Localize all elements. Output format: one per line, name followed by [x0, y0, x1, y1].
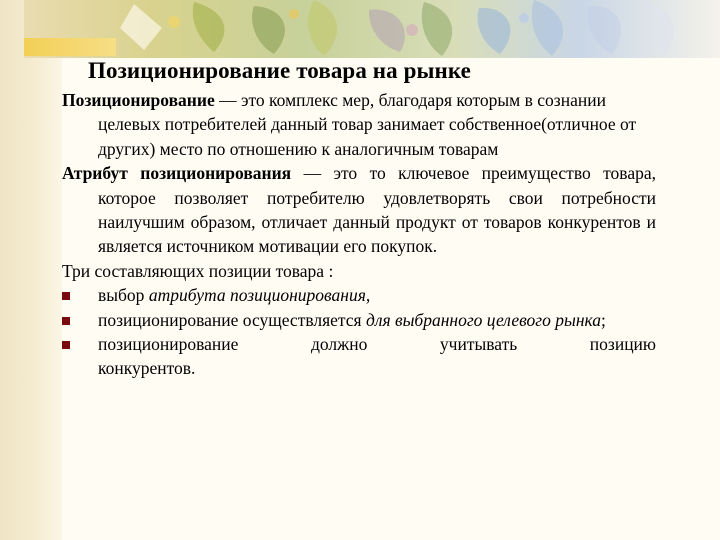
- accent-bar: [24, 38, 116, 56]
- item-suffix: конкурентов.: [98, 358, 196, 379]
- list-item: [62, 283, 656, 307]
- slide-body: [62, 88, 656, 381]
- left-decorative-band: [0, 0, 62, 540]
- definition-term: Позиционирование: [62, 90, 215, 110]
- list-item: [62, 332, 656, 356]
- list-item-continuation: [62, 356, 656, 380]
- item-emphasis: для выбранного целевого рынка: [365, 309, 601, 330]
- item-emphasis: атрибута позиционирования,: [148, 285, 371, 306]
- attribute-text: — это то ключевое преимущество товара, которое позволяет потребителю удовлетворять свои потребности наилучшим образом, отличает данный продукт от товаров конкурентов и является источником мотивации его покупок.: [98, 163, 656, 257]
- definition-text: — это комплекс мер, благодаря которым в сознании целевых потребителей данный товар занимает собственное(отличное от других) место по отношению к аналогичным товарам: [98, 90, 637, 159]
- item-suffix: ;: [601, 309, 606, 330]
- item-text: выбор: [98, 285, 149, 306]
- list-item: [62, 308, 656, 332]
- attribute-paragraph: [62, 161, 656, 259]
- decorative-leaf-banner: [24, 0, 720, 58]
- square-bullet-icon: [62, 292, 70, 300]
- square-bullet-icon: [62, 341, 70, 349]
- components-heading: Три составляющих позиции товара :: [62, 260, 334, 281]
- square-bullet-icon: [62, 317, 70, 325]
- item-text: позиционирование осуществляется: [98, 309, 366, 330]
- definition-paragraph: [62, 88, 656, 161]
- attribute-term: Атрибут позиционирования: [62, 163, 292, 184]
- slide-title: Позиционирование товара на рынке: [88, 58, 471, 83]
- item-text: позиционирование должно учитывать позицию: [98, 334, 656, 355]
